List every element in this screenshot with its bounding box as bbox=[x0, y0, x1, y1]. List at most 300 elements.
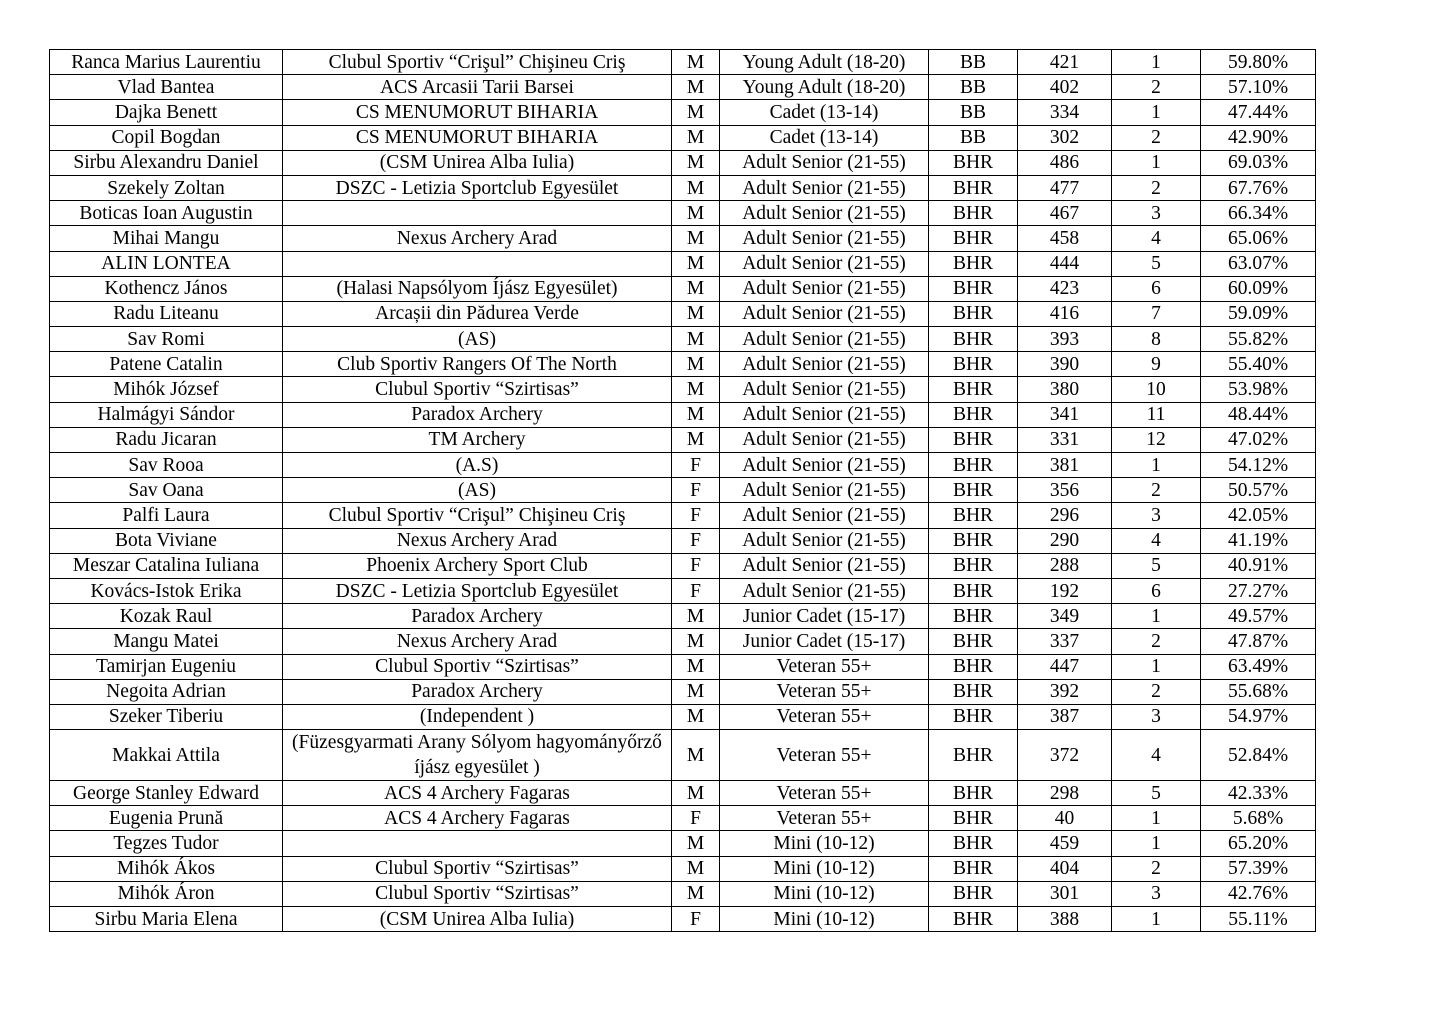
archer-name-cell: Kothencz János bbox=[50, 276, 283, 301]
age-category-cell: Adult Senior (21-55) bbox=[720, 377, 929, 402]
sex-cell: F bbox=[672, 806, 720, 831]
table-row bbox=[50, 604, 1316, 629]
archer-name-cell: Bota Viviane bbox=[50, 528, 283, 553]
age-category-cell: Adult Senior (21-55) bbox=[720, 553, 929, 578]
place-cell: 3 bbox=[1112, 881, 1201, 906]
place-cell: 2 bbox=[1112, 478, 1201, 503]
club-cell: (A.S) bbox=[283, 453, 672, 478]
place-cell: 5 bbox=[1112, 553, 1201, 578]
score-cell: 390 bbox=[1018, 352, 1112, 377]
archer-name-cell: Sav Oana bbox=[50, 478, 283, 503]
sex-cell: M bbox=[672, 301, 720, 326]
table-row bbox=[50, 327, 1316, 352]
archer-name-cell: Mihók József bbox=[50, 377, 283, 402]
club-cell: Phoenix Archery Sport Club bbox=[283, 553, 672, 578]
table-row bbox=[50, 679, 1316, 704]
archer-name-cell: Sirbu Alexandru Daniel bbox=[50, 150, 283, 175]
score-cell: 288 bbox=[1018, 553, 1112, 578]
age-category-cell: Adult Senior (21-55) bbox=[720, 201, 929, 226]
percentage-cell: 27.27% bbox=[1201, 578, 1316, 603]
archer-name-cell: George Stanley Edward bbox=[50, 781, 283, 806]
bow-division-cell: BHR bbox=[929, 150, 1018, 175]
archer-name-cell: Patene Catalin bbox=[50, 352, 283, 377]
percentage-cell: 55.82% bbox=[1201, 327, 1316, 352]
bow-division-cell: BHR bbox=[929, 301, 1018, 326]
club-cell: DSZC - Letizia Sportclub Egyesület bbox=[283, 175, 672, 200]
score-cell: 301 bbox=[1018, 881, 1112, 906]
sex-cell: M bbox=[672, 881, 720, 906]
archer-name-cell: Ranca Marius Laurentiu bbox=[50, 50, 283, 75]
sex-cell: F bbox=[672, 453, 720, 478]
table-row bbox=[50, 629, 1316, 654]
bow-division-cell: BHR bbox=[929, 427, 1018, 452]
percentage-cell: 59.09% bbox=[1201, 301, 1316, 326]
score-cell: 349 bbox=[1018, 604, 1112, 629]
score-cell: 467 bbox=[1018, 201, 1112, 226]
sex-cell: M bbox=[672, 150, 720, 175]
sex-cell: M bbox=[672, 704, 720, 729]
sex-cell: M bbox=[672, 352, 720, 377]
sex-cell: F bbox=[672, 553, 720, 578]
table-row bbox=[50, 276, 1316, 301]
results-body bbox=[50, 50, 1316, 932]
score-cell: 334 bbox=[1018, 100, 1112, 125]
age-category-cell: Adult Senior (21-55) bbox=[720, 276, 929, 301]
percentage-cell: 65.06% bbox=[1201, 226, 1316, 251]
age-category-cell: Adult Senior (21-55) bbox=[720, 150, 929, 175]
percentage-cell: 57.10% bbox=[1201, 75, 1316, 100]
table-row bbox=[50, 75, 1316, 100]
sex-cell: M bbox=[672, 50, 720, 75]
percentage-cell: 55.11% bbox=[1201, 907, 1316, 932]
age-category-cell: Junior Cadet (15-17) bbox=[720, 629, 929, 654]
sex-cell: M bbox=[672, 226, 720, 251]
bow-division-cell: BHR bbox=[929, 478, 1018, 503]
place-cell: 1 bbox=[1112, 100, 1201, 125]
sex-cell: M bbox=[672, 175, 720, 200]
percentage-cell: 50.57% bbox=[1201, 478, 1316, 503]
place-cell: 1 bbox=[1112, 453, 1201, 478]
sex-cell: M bbox=[672, 402, 720, 427]
club-cell: (Halasi Napsólyom Íjász Egyesület) bbox=[283, 276, 672, 301]
percentage-cell: 55.40% bbox=[1201, 352, 1316, 377]
club-cell: Nexus Archery Arad bbox=[283, 629, 672, 654]
sex-cell: M bbox=[672, 831, 720, 856]
score-cell: 404 bbox=[1018, 856, 1112, 881]
sex-cell: M bbox=[672, 604, 720, 629]
archer-name-cell: Makkai Attila bbox=[50, 730, 283, 781]
place-cell: 11 bbox=[1112, 402, 1201, 427]
score-cell: 458 bbox=[1018, 226, 1112, 251]
place-cell: 2 bbox=[1112, 629, 1201, 654]
sex-cell: M bbox=[672, 679, 720, 704]
sex-cell: M bbox=[672, 327, 720, 352]
sex-cell: M bbox=[672, 251, 720, 276]
age-category-cell: Young Adult (18-20) bbox=[720, 50, 929, 75]
place-cell: 5 bbox=[1112, 781, 1201, 806]
bow-division-cell: BHR bbox=[929, 226, 1018, 251]
score-cell: 416 bbox=[1018, 301, 1112, 326]
place-cell: 3 bbox=[1112, 704, 1201, 729]
percentage-cell: 41.19% bbox=[1201, 528, 1316, 553]
club-cell: Clubul Sportiv “Szirtisas” bbox=[283, 881, 672, 906]
table-row bbox=[50, 730, 1316, 781]
percentage-cell: 57.39% bbox=[1201, 856, 1316, 881]
bow-division-cell: BHR bbox=[929, 881, 1018, 906]
club-cell: (Independent ) bbox=[283, 704, 672, 729]
bow-division-cell: BHR bbox=[929, 352, 1018, 377]
club-cell: (Füzesgyarmati Arany Sólyom hagyományőrző íjász egyesület ) bbox=[283, 730, 672, 781]
sex-cell: F bbox=[672, 907, 720, 932]
age-category-cell: Adult Senior (21-55) bbox=[720, 427, 929, 452]
age-category-cell: Adult Senior (21-55) bbox=[720, 327, 929, 352]
archer-name-cell: Szekely Zoltan bbox=[50, 175, 283, 200]
percentage-cell: 5.68% bbox=[1201, 806, 1316, 831]
table-row bbox=[50, 50, 1316, 75]
age-category-cell: Adult Senior (21-55) bbox=[720, 402, 929, 427]
place-cell: 2 bbox=[1112, 75, 1201, 100]
bow-division-cell: BHR bbox=[929, 604, 1018, 629]
table-row bbox=[50, 453, 1316, 478]
bow-division-cell: BHR bbox=[929, 251, 1018, 276]
archer-name-cell: Meszar Catalina Iuliana bbox=[50, 553, 283, 578]
bow-division-cell: BB bbox=[929, 50, 1018, 75]
table-row bbox=[50, 301, 1316, 326]
table-row bbox=[50, 503, 1316, 528]
table-row bbox=[50, 175, 1316, 200]
bow-division-cell: BHR bbox=[929, 175, 1018, 200]
percentage-cell: 66.34% bbox=[1201, 201, 1316, 226]
percentage-cell: 63.49% bbox=[1201, 654, 1316, 679]
bow-division-cell: BHR bbox=[929, 806, 1018, 831]
table-row bbox=[50, 150, 1316, 175]
percentage-cell: 67.76% bbox=[1201, 175, 1316, 200]
archer-name-cell: Vlad Bantea bbox=[50, 75, 283, 100]
score-cell: 290 bbox=[1018, 528, 1112, 553]
age-category-cell: Veteran 55+ bbox=[720, 806, 929, 831]
percentage-cell: 60.09% bbox=[1201, 276, 1316, 301]
place-cell: 4 bbox=[1112, 226, 1201, 251]
table-row bbox=[50, 654, 1316, 679]
age-category-cell: Adult Senior (21-55) bbox=[720, 528, 929, 553]
bow-division-cell: BHR bbox=[929, 276, 1018, 301]
sex-cell: M bbox=[672, 730, 720, 781]
place-cell: 1 bbox=[1112, 654, 1201, 679]
place-cell: 1 bbox=[1112, 806, 1201, 831]
score-cell: 341 bbox=[1018, 402, 1112, 427]
place-cell: 4 bbox=[1112, 730, 1201, 781]
percentage-cell: 42.76% bbox=[1201, 881, 1316, 906]
archer-name-cell: Tamirjan Eugeniu bbox=[50, 654, 283, 679]
archer-name-cell: Kozak Raul bbox=[50, 604, 283, 629]
age-category-cell: Young Adult (18-20) bbox=[720, 75, 929, 100]
place-cell: 6 bbox=[1112, 276, 1201, 301]
place-cell: 1 bbox=[1112, 604, 1201, 629]
place-cell: 1 bbox=[1112, 831, 1201, 856]
score-cell: 447 bbox=[1018, 654, 1112, 679]
club-cell: (AS) bbox=[283, 478, 672, 503]
sex-cell: F bbox=[672, 478, 720, 503]
age-category-cell: Adult Senior (21-55) bbox=[720, 175, 929, 200]
age-category-cell: Adult Senior (21-55) bbox=[720, 226, 929, 251]
club-cell: Nexus Archery Arad bbox=[283, 226, 672, 251]
table-row bbox=[50, 831, 1316, 856]
club-cell bbox=[283, 831, 672, 856]
place-cell: 3 bbox=[1112, 503, 1201, 528]
archer-name-cell: Sirbu Maria Elena bbox=[50, 907, 283, 932]
percentage-cell: 40.91% bbox=[1201, 553, 1316, 578]
percentage-cell: 54.97% bbox=[1201, 704, 1316, 729]
bow-division-cell: BB bbox=[929, 75, 1018, 100]
score-cell: 421 bbox=[1018, 50, 1112, 75]
percentage-cell: 47.44% bbox=[1201, 100, 1316, 125]
age-category-cell: Adult Senior (21-55) bbox=[720, 453, 929, 478]
club-cell: Paradox Archery bbox=[283, 402, 672, 427]
place-cell: 8 bbox=[1112, 327, 1201, 352]
age-category-cell: Mini (10-12) bbox=[720, 907, 929, 932]
age-category-cell: Junior Cadet (15-17) bbox=[720, 604, 929, 629]
place-cell: 1 bbox=[1112, 50, 1201, 75]
bow-division-cell: BHR bbox=[929, 553, 1018, 578]
archer-name-cell: Kovács-Istok Erika bbox=[50, 578, 283, 603]
percentage-cell: 48.44% bbox=[1201, 402, 1316, 427]
score-cell: 372 bbox=[1018, 730, 1112, 781]
archer-name-cell: Eugenia Prună bbox=[50, 806, 283, 831]
table-row bbox=[50, 100, 1316, 125]
table-row bbox=[50, 478, 1316, 503]
archer-name-cell: Szeker Tiberiu bbox=[50, 704, 283, 729]
sex-cell: M bbox=[672, 781, 720, 806]
archer-name-cell: Palfi Laura bbox=[50, 503, 283, 528]
archer-name-cell: Halmágyi Sándor bbox=[50, 402, 283, 427]
percentage-cell: 65.20% bbox=[1201, 831, 1316, 856]
club-cell: Paradox Archery bbox=[283, 679, 672, 704]
club-cell bbox=[283, 251, 672, 276]
place-cell: 2 bbox=[1112, 679, 1201, 704]
table-row bbox=[50, 528, 1316, 553]
club-cell: Clubul Sportiv “Szirtisas” bbox=[283, 856, 672, 881]
bow-division-cell: BHR bbox=[929, 856, 1018, 881]
sex-cell: M bbox=[672, 100, 720, 125]
archer-name-cell: Copil Bogdan bbox=[50, 125, 283, 150]
club-cell: Arcașii din Pădurea Verde bbox=[283, 301, 672, 326]
place-cell: 6 bbox=[1112, 578, 1201, 603]
score-cell: 296 bbox=[1018, 503, 1112, 528]
table-row bbox=[50, 251, 1316, 276]
place-cell: 7 bbox=[1112, 301, 1201, 326]
score-cell: 486 bbox=[1018, 150, 1112, 175]
age-category-cell: Mini (10-12) bbox=[720, 856, 929, 881]
age-category-cell: Cadet (13-14) bbox=[720, 100, 929, 125]
age-category-cell: Adult Senior (21-55) bbox=[720, 578, 929, 603]
table-row bbox=[50, 881, 1316, 906]
table-row bbox=[50, 781, 1316, 806]
club-cell: Clubul Sportiv “Crişul” Chişineu Criş bbox=[283, 50, 672, 75]
percentage-cell: 55.68% bbox=[1201, 679, 1316, 704]
archer-name-cell: Mihók Ákos bbox=[50, 856, 283, 881]
archer-name-cell: Radu Jicaran bbox=[50, 427, 283, 452]
table-row bbox=[50, 377, 1316, 402]
bow-division-cell: BHR bbox=[929, 730, 1018, 781]
bow-division-cell: BB bbox=[929, 125, 1018, 150]
club-cell: CS MENUMORUT BIHARIA bbox=[283, 100, 672, 125]
archer-name-cell: Mihai Mangu bbox=[50, 226, 283, 251]
club-cell: DSZC - Letizia Sportclub Egyesület bbox=[283, 578, 672, 603]
score-cell: 388 bbox=[1018, 907, 1112, 932]
club-cell: (CSM Unirea Alba Iulia) bbox=[283, 150, 672, 175]
club-cell: ACS 4 Archery Fagaras bbox=[283, 806, 672, 831]
place-cell: 1 bbox=[1112, 150, 1201, 175]
place-cell: 4 bbox=[1112, 528, 1201, 553]
club-cell: Paradox Archery bbox=[283, 604, 672, 629]
place-cell: 2 bbox=[1112, 125, 1201, 150]
sex-cell: M bbox=[672, 377, 720, 402]
bow-division-cell: BHR bbox=[929, 781, 1018, 806]
archer-name-cell: Tegzes Tudor bbox=[50, 831, 283, 856]
sex-cell: M bbox=[672, 201, 720, 226]
place-cell: 9 bbox=[1112, 352, 1201, 377]
club-cell: CS MENUMORUT BIHARIA bbox=[283, 125, 672, 150]
place-cell: 5 bbox=[1112, 251, 1201, 276]
age-category-cell: Adult Senior (21-55) bbox=[720, 301, 929, 326]
place-cell: 3 bbox=[1112, 201, 1201, 226]
percentage-cell: 42.33% bbox=[1201, 781, 1316, 806]
archer-name-cell: Sav Rooa bbox=[50, 453, 283, 478]
sex-cell: F bbox=[672, 528, 720, 553]
percentage-cell: 54.12% bbox=[1201, 453, 1316, 478]
percentage-cell: 47.87% bbox=[1201, 629, 1316, 654]
age-category-cell: Veteran 55+ bbox=[720, 730, 929, 781]
bow-division-cell: BHR bbox=[929, 327, 1018, 352]
archer-name-cell: Negoita Adrian bbox=[50, 679, 283, 704]
percentage-cell: 63.07% bbox=[1201, 251, 1316, 276]
percentage-cell: 47.02% bbox=[1201, 427, 1316, 452]
bow-division-cell: BHR bbox=[929, 528, 1018, 553]
table-row bbox=[50, 704, 1316, 729]
sex-cell: F bbox=[672, 503, 720, 528]
table-row bbox=[50, 806, 1316, 831]
score-cell: 459 bbox=[1018, 831, 1112, 856]
bow-division-cell: BHR bbox=[929, 453, 1018, 478]
age-category-cell: Veteran 55+ bbox=[720, 781, 929, 806]
percentage-cell: 52.84% bbox=[1201, 730, 1316, 781]
age-category-cell: Mini (10-12) bbox=[720, 881, 929, 906]
percentage-cell: 53.98% bbox=[1201, 377, 1316, 402]
score-cell: 387 bbox=[1018, 704, 1112, 729]
club-cell: ACS 4 Archery Fagaras bbox=[283, 781, 672, 806]
club-cell: Club Sportiv Rangers Of The North bbox=[283, 352, 672, 377]
score-cell: 337 bbox=[1018, 629, 1112, 654]
score-cell: 192 bbox=[1018, 578, 1112, 603]
archer-name-cell: Dajka Benett bbox=[50, 100, 283, 125]
table-row bbox=[50, 856, 1316, 881]
archer-name-cell: Sav Romi bbox=[50, 327, 283, 352]
percentage-cell: 59.80% bbox=[1201, 50, 1316, 75]
place-cell: 1 bbox=[1112, 907, 1201, 932]
table-row bbox=[50, 427, 1316, 452]
bow-division-cell: BHR bbox=[929, 503, 1018, 528]
archer-name-cell: Radu Liteanu bbox=[50, 301, 283, 326]
table-row bbox=[50, 907, 1316, 932]
score-cell: 380 bbox=[1018, 377, 1112, 402]
score-cell: 393 bbox=[1018, 327, 1112, 352]
score-cell: 298 bbox=[1018, 781, 1112, 806]
place-cell: 2 bbox=[1112, 175, 1201, 200]
table-row bbox=[50, 578, 1316, 603]
bow-division-cell: BHR bbox=[929, 377, 1018, 402]
age-category-cell: Adult Senior (21-55) bbox=[720, 352, 929, 377]
age-category-cell: Adult Senior (21-55) bbox=[720, 478, 929, 503]
score-cell: 381 bbox=[1018, 453, 1112, 478]
age-category-cell: Veteran 55+ bbox=[720, 704, 929, 729]
bow-division-cell: BHR bbox=[929, 704, 1018, 729]
bow-division-cell: BB bbox=[929, 100, 1018, 125]
archer-name-cell: Boticas Ioan Augustin bbox=[50, 201, 283, 226]
percentage-cell: 49.57% bbox=[1201, 604, 1316, 629]
score-cell: 477 bbox=[1018, 175, 1112, 200]
place-cell: 10 bbox=[1112, 377, 1201, 402]
score-cell: 356 bbox=[1018, 478, 1112, 503]
sex-cell: M bbox=[672, 75, 720, 100]
sex-cell: F bbox=[672, 578, 720, 603]
club-cell: ACS Arcasii Tarii Barsei bbox=[283, 75, 672, 100]
club-cell bbox=[283, 201, 672, 226]
score-cell: 402 bbox=[1018, 75, 1112, 100]
age-category-cell: Veteran 55+ bbox=[720, 679, 929, 704]
club-cell: Clubul Sportiv “Szirtisas” bbox=[283, 377, 672, 402]
bow-division-cell: BHR bbox=[929, 629, 1018, 654]
bow-division-cell: BHR bbox=[929, 578, 1018, 603]
table-row bbox=[50, 201, 1316, 226]
club-cell: (CSM Unirea Alba Iulia) bbox=[283, 907, 672, 932]
percentage-cell: 42.05% bbox=[1201, 503, 1316, 528]
sex-cell: M bbox=[672, 629, 720, 654]
age-category-cell: Veteran 55+ bbox=[720, 654, 929, 679]
table-row bbox=[50, 125, 1316, 150]
age-category-cell: Adult Senior (21-55) bbox=[720, 251, 929, 276]
table-row bbox=[50, 226, 1316, 251]
bow-division-cell: BHR bbox=[929, 831, 1018, 856]
sex-cell: M bbox=[672, 654, 720, 679]
age-category-cell: Cadet (13-14) bbox=[720, 125, 929, 150]
bow-division-cell: BHR bbox=[929, 402, 1018, 427]
bow-division-cell: BHR bbox=[929, 679, 1018, 704]
sex-cell: M bbox=[672, 856, 720, 881]
club-cell: Nexus Archery Arad bbox=[283, 528, 672, 553]
club-cell: TM Archery bbox=[283, 427, 672, 452]
score-cell: 302 bbox=[1018, 125, 1112, 150]
score-cell: 423 bbox=[1018, 276, 1112, 301]
results-table bbox=[49, 49, 1316, 932]
place-cell: 2 bbox=[1112, 856, 1201, 881]
archer-name-cell: ALIN LONTEA bbox=[50, 251, 283, 276]
sex-cell: M bbox=[672, 276, 720, 301]
table-row bbox=[50, 352, 1316, 377]
club-cell: Clubul Sportiv “Crişul” Chişineu Criş bbox=[283, 503, 672, 528]
age-category-cell: Mini (10-12) bbox=[720, 831, 929, 856]
archer-name-cell: Mihók Áron bbox=[50, 881, 283, 906]
archer-name-cell: Mangu Matei bbox=[50, 629, 283, 654]
table-row bbox=[50, 553, 1316, 578]
bow-division-cell: BHR bbox=[929, 907, 1018, 932]
score-cell: 392 bbox=[1018, 679, 1112, 704]
score-cell: 444 bbox=[1018, 251, 1112, 276]
sex-cell: M bbox=[672, 427, 720, 452]
table-row bbox=[50, 402, 1316, 427]
club-cell: Clubul Sportiv “Szirtisas” bbox=[283, 654, 672, 679]
bow-division-cell: BHR bbox=[929, 201, 1018, 226]
club-cell: (AS) bbox=[283, 327, 672, 352]
